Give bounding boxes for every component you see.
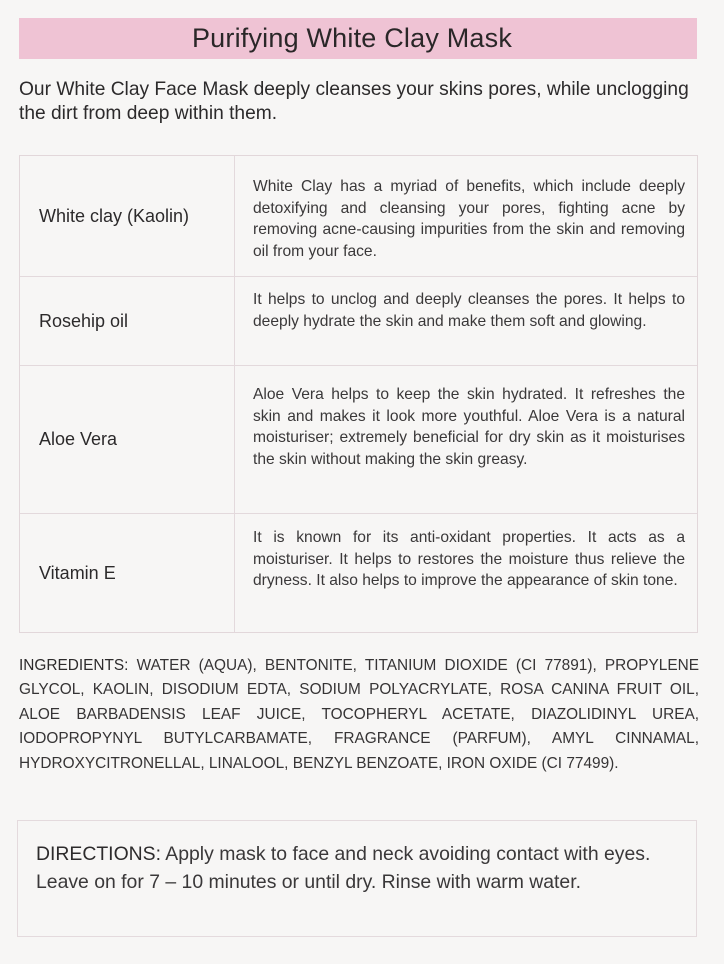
ingredient-name: Aloe Vera: [20, 366, 235, 513]
ingredients-text: WATER (AQUA), BENTONITE, TITANIUM DIOXIDE (CI 77891), PROPYLENE GLYCOL, KAOLIN, DISODIUM EDTA, SODIUM POLYACRYLATE, ROSA CANINA FRUIT OIL, ALOE BARBADENSIS LEAF JUICE, TOCOPHERYL ACETATE, DIAZOLIDINYL UREA, IODOPROPYNYL BUTYLCARBAMATE, FRAGRANCE (PARFUM), AMYL CINNAMAL, HYDROXYCITRONELLAL, LINALOOL, BENZYL BENZOATE, IRON OXIDE (CI 77499).: [19, 657, 699, 772]
table-row: [20, 514, 697, 632]
directions-text: [36, 840, 686, 896]
ingredients-list: [19, 654, 699, 776]
ingredients-table: [19, 155, 698, 633]
directions-body: Apply mask to face and neck avoiding contact with eyes. Leave on for 7 – 10 minutes or until dry. Rinse with warm water.: [36, 843, 651, 893]
page-title: Purifying White Clay Mask: [191, 23, 513, 53]
ingredient-name: Rosehip oil: [20, 277, 235, 365]
table-row: [20, 277, 697, 366]
ingredient-description: White Clay has a myriad of benefits, which include deeply detoxifying and cleansing your pores, fighting acne by removing acne-causing impurities from the skin and removing oil from your face.: [253, 178, 685, 260]
ingredients-label: INGREDIENTS:: [19, 657, 129, 674]
intro-text: Our White Clay Face Mask deeply cleanses your skins pores, while unclogging the dirt from deep within them.: [19, 79, 689, 124]
directions-label: DIRECTIONS:: [36, 843, 161, 865]
directions-box: [17, 820, 697, 937]
table-row: [20, 366, 697, 514]
table-row: [20, 156, 697, 277]
title-banner: [19, 18, 697, 59]
ingredient-description: It is known for its anti-oxidant properties. It acts as a moisturiser. It helps to restores the moisture thus relieve the dryness. It also helps to improve the appearance of skin tone.: [253, 529, 685, 589]
ingredient-description: It helps to unclog and deeply cleanses the pores. It helps to deeply hydrate the skin and make them soft and glowing.: [253, 291, 685, 330]
ingredient-description: Aloe Vera helps to keep the skin hydrated. It refreshes the skin and makes it look more youthful. Aloe Vera is a natural moisturiser; extremely beneficial for dry skin as it moisturises the skin without making the skin greasy.: [253, 386, 685, 468]
ingredient-name: Vitamin E: [20, 514, 235, 632]
ingredient-name: White clay (Kaolin): [20, 156, 235, 276]
